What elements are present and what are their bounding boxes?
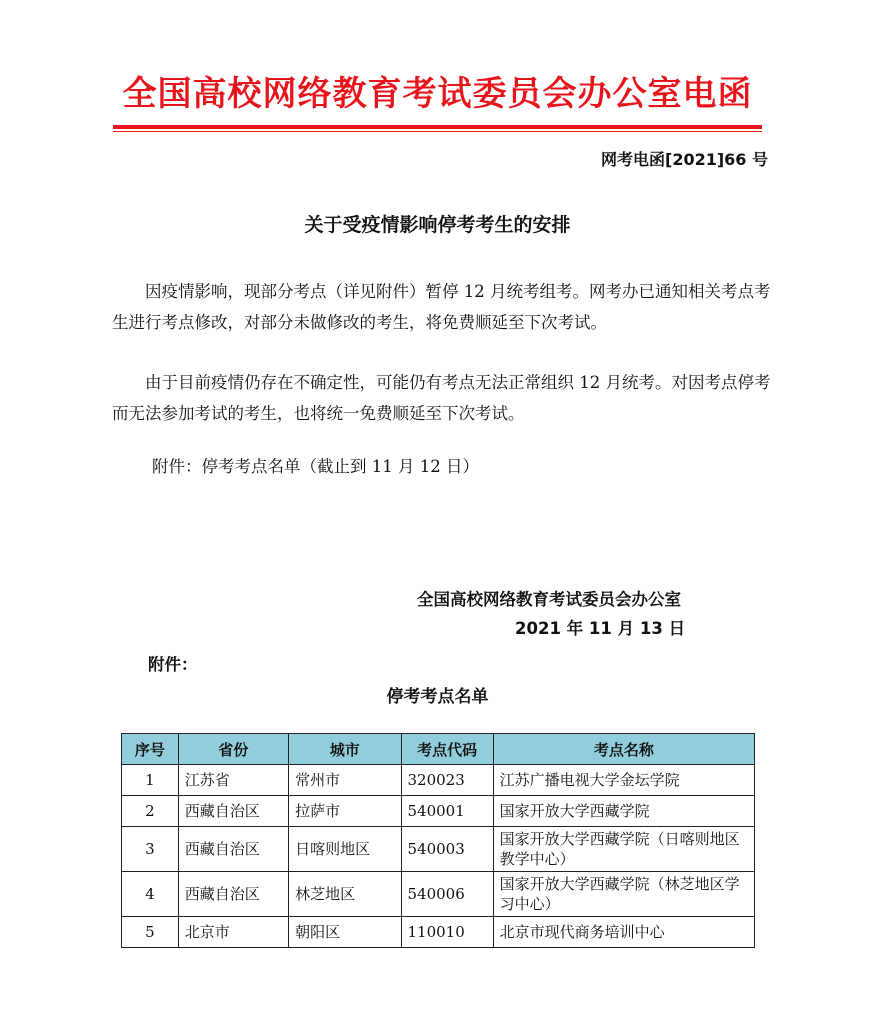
cell-site-name: 国家开放大学西藏学院（日喀则地区教学中心） xyxy=(493,827,754,872)
letterhead-rule-thin xyxy=(113,131,762,132)
cell-index: 2 xyxy=(122,796,179,827)
cell-city: 朝阳区 xyxy=(289,917,401,948)
body-paragraph-1-text: 因疫情影响，现部分考点（详见附件）暂停 12 月统考组考。网考办已通知相关考点考生进行考点修改，对部分未做修改的考生，将免费顺延至下次考试。 xyxy=(112,282,771,332)
cell-province: 西藏自治区 xyxy=(178,827,288,872)
column-header-site-name: 考点名称 xyxy=(493,734,754,765)
cell-site-code: 540006 xyxy=(401,872,493,917)
cell-city: 常州市 xyxy=(289,765,401,796)
cell-province: 江苏省 xyxy=(178,765,288,796)
table-row xyxy=(122,796,755,827)
letterhead-rule-thick xyxy=(113,125,762,129)
cell-index: 5 xyxy=(122,917,179,948)
table-row xyxy=(122,872,755,917)
cell-site-code: 540003 xyxy=(401,827,493,872)
cell-site-name: 北京市现代商务培训中心 xyxy=(493,917,754,948)
table-row xyxy=(122,917,755,948)
body-paragraph-2-text: 由于目前疫情仍存在不确定性，可能仍有考点无法正常组织 12 月统考。对因考点停考而无法参加考试的考生，也将统一免费顺延至下次考试。 xyxy=(112,373,771,423)
cell-city: 林芝地区 xyxy=(289,872,401,917)
attachment-note: 附件：停考考点名单（截止到 11 月 12 日） xyxy=(152,457,479,476)
cell-city: 拉萨市 xyxy=(289,796,401,827)
column-header-site-code: 考点代码 xyxy=(401,734,493,765)
column-header-province: 省份 xyxy=(178,734,288,765)
cell-site-name: 国家开放大学西藏学院（林芝地区学习中心） xyxy=(493,872,754,917)
table-row xyxy=(122,765,755,796)
cell-site-name: 国家开放大学西藏学院 xyxy=(493,796,754,827)
attachment-label: 附件： xyxy=(148,655,198,674)
table-title: 停考考点名单 xyxy=(386,687,489,707)
cell-index: 3 xyxy=(122,827,179,872)
column-header-city: 城市 xyxy=(289,734,401,765)
body-paragraph-2 xyxy=(112,367,772,429)
cell-index: 1 xyxy=(122,765,179,796)
cell-province: 西藏自治区 xyxy=(178,872,288,917)
cell-site-code: 320023 xyxy=(401,765,493,796)
cell-index: 4 xyxy=(122,872,179,917)
notice-title: 关于受疫情影响停考考生的安排 xyxy=(304,214,571,236)
column-header-index: 序号 xyxy=(122,734,179,765)
cell-site-code: 540001 xyxy=(401,796,493,827)
letterhead-title: 全国高校网络教育考试委员会办公室电函 xyxy=(122,74,753,114)
cell-city: 日喀则地区 xyxy=(289,827,401,872)
cell-site-name: 江苏广播电视大学金坛学院 xyxy=(493,765,754,796)
cell-province: 北京市 xyxy=(178,917,288,948)
body-paragraph-1 xyxy=(112,276,772,338)
document-number: 网考电函[2021]66 号 xyxy=(601,150,768,169)
signature-organization: 全国高校网络教育考试委员会办公室 xyxy=(417,590,681,609)
cell-province: 西藏自治区 xyxy=(178,796,288,827)
cell-site-code: 110010 xyxy=(401,917,493,948)
table-row xyxy=(122,827,755,872)
table-header-row xyxy=(122,734,755,765)
suspended-sites-table xyxy=(121,733,755,948)
signature-date: 2021 年 11 月 13 日 xyxy=(515,619,686,638)
